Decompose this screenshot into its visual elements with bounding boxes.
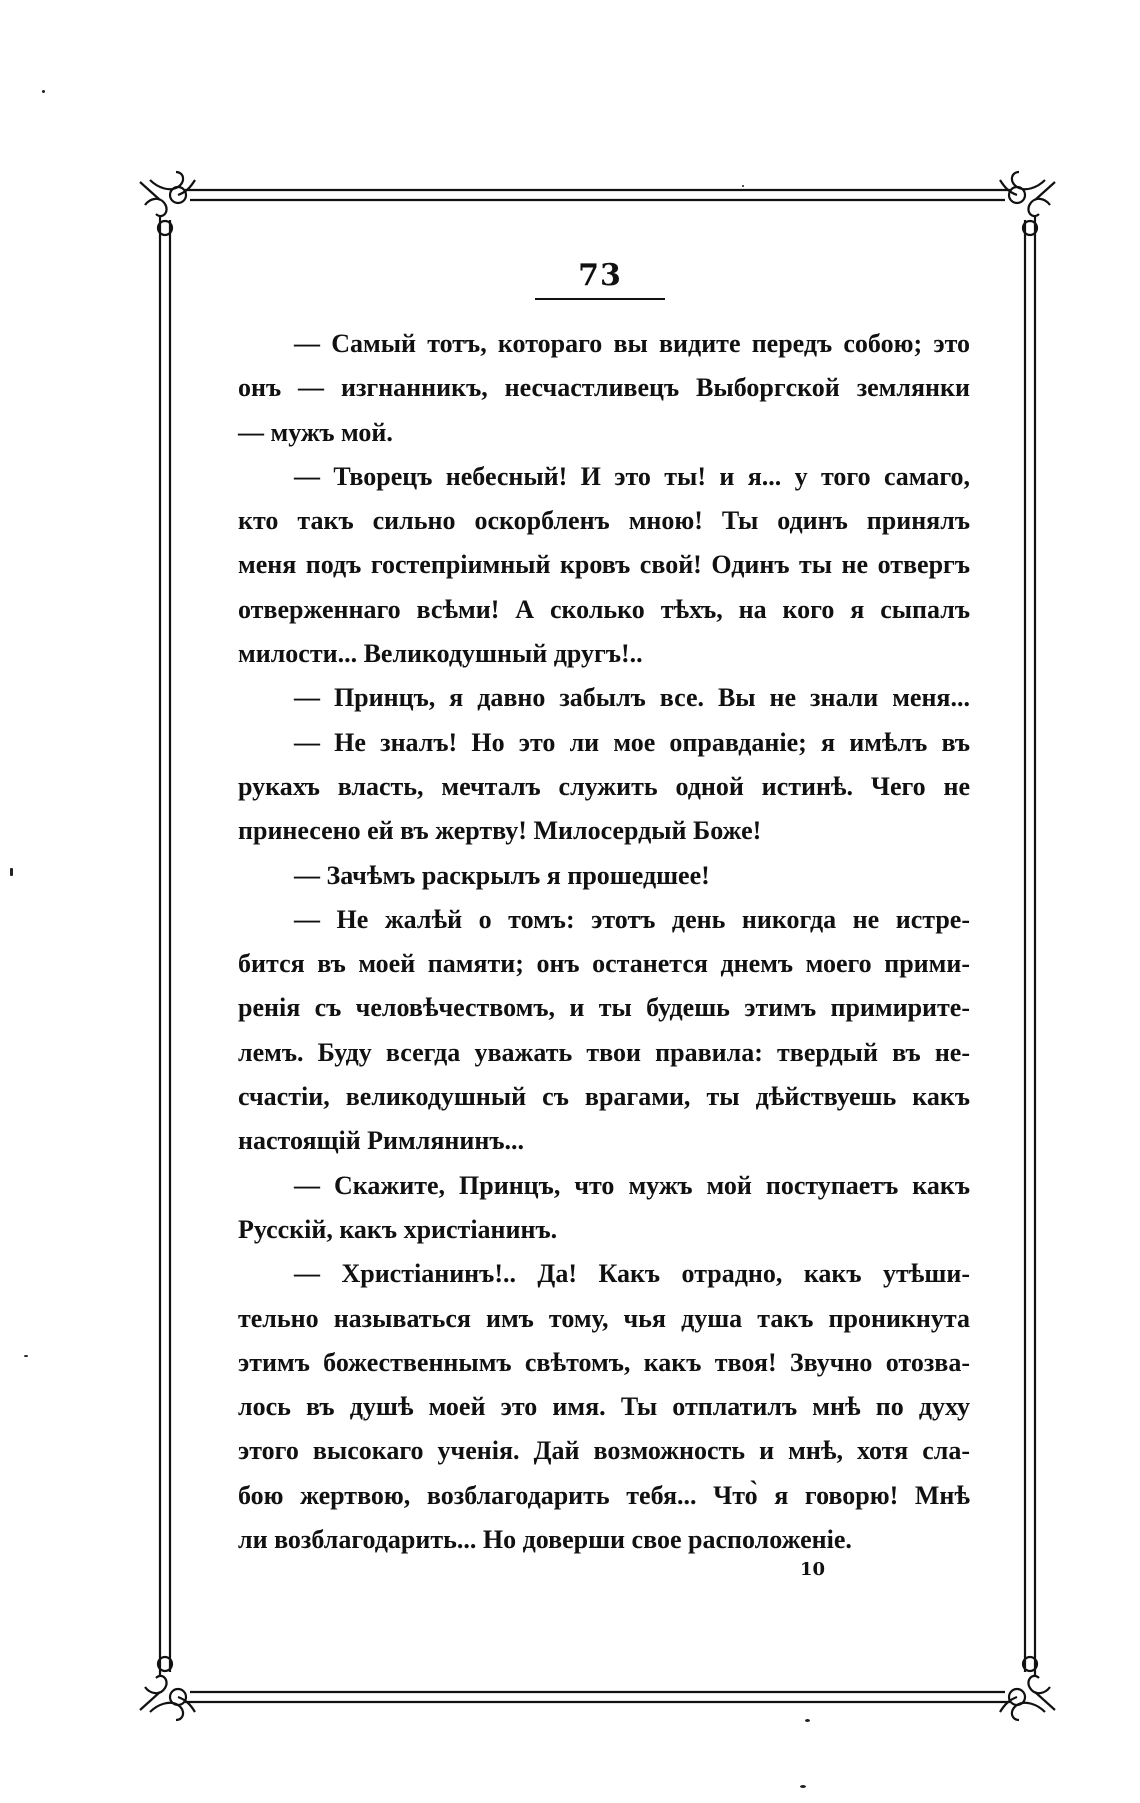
- scan-speck: [42, 90, 45, 93]
- text-line: этого высокаго ученія. Дай возможность и мнѣ, хотя сла-: [238, 1436, 970, 1466]
- text-line: — мужъ мой.: [238, 417, 393, 447]
- text-line: — Скажите, Принцъ, что мужъ мой поступаетъ какъ: [294, 1170, 970, 1200]
- text-line: лось въ душѣ моей это имя. Ты отплатилъ мнѣ по духу: [238, 1392, 970, 1422]
- text-line: — Не зналъ! Но это ли мое оправданіе; я имѣлъ въ: [294, 727, 970, 757]
- body-text: [238, 322, 970, 1562]
- text-line: онъ — изгнанникъ, несчастливецъ Выборгской землянки: [238, 373, 970, 403]
- page-number-rule: [535, 298, 665, 300]
- text-line: Русскій, какъ христіанинъ.: [238, 1214, 558, 1244]
- text-line: — Не жалѣй о томъ: этотъ день никогда не истре-: [294, 904, 970, 934]
- text-line: рукахъ власть, мечталъ служить одной истинѣ. Чего не: [238, 771, 970, 801]
- scan-speck: [800, 1785, 806, 1788]
- scan-speck: [24, 1355, 28, 1357]
- text-line: — Самый тотъ, котораго вы видите передъ собою; это: [294, 329, 970, 358]
- text-line: отверженнаго всѣми! А сколько тѣхъ, на кого я сыпалъ: [238, 594, 970, 624]
- text-line: кто такъ сильно оскорбленъ мною! Ты одинъ принялъ: [238, 506, 970, 536]
- text-line: — Христіанинъ!.. Да! Какъ отрадно, какъ утѣши-: [294, 1259, 970, 1289]
- corner-ornament-bottom-right: [1000, 1657, 1055, 1720]
- scan-speck: [742, 185, 744, 187]
- signature-mark: 10: [800, 1559, 826, 1580]
- text-line: этимъ божественнымъ свѣтомъ, какъ твоя! Звучно отозва-: [238, 1347, 970, 1377]
- text-line: — Творецъ небесный! И это ты! и я... у того самаго,: [294, 461, 970, 491]
- text-line: бою жертвою, возблагодарить тебя... Что̀ я говорю! Мнѣ: [238, 1480, 970, 1510]
- page-number: 73: [578, 258, 622, 293]
- corner-ornament-top-right: [1000, 172, 1055, 235]
- text-line: бится въ моей памяти; онъ останется днемъ моего прими-: [238, 949, 970, 979]
- scan-speck: [805, 1719, 810, 1722]
- text-line: лемъ. Буду всегда уважать твои правила: твердый въ не-: [238, 1037, 970, 1067]
- text-line: — Зачѣмъ раскрылъ я прошедшее!: [294, 860, 710, 890]
- text-line: меня подъ гостепріимный кровъ свой! Одинъ ты не отвергъ: [238, 550, 970, 580]
- scan-speck: [10, 868, 13, 876]
- text-line: — Принцъ, я давно забылъ все. Вы не знали меня...: [294, 683, 970, 713]
- text-line: ренія съ человѣчествомъ, и ты будешь этимъ примирите-: [238, 993, 970, 1023]
- corner-ornament-top-left: [140, 172, 195, 235]
- text-line: тельно называться имъ тому, чья душа такъ проникнута: [238, 1303, 970, 1333]
- text-line: милости... Великодушный другъ!..: [238, 639, 643, 669]
- text-line: принесено ей въ жертву! Милосердый Боже!: [238, 816, 762, 846]
- text-line: настоящій Римлянинъ...: [238, 1126, 524, 1156]
- text-line: счастіи, великодушный съ врагами, ты дѣйствуешь какъ: [238, 1082, 970, 1112]
- text-line: ли возблагодарить... Но доверши свое расположеніе.: [238, 1525, 852, 1555]
- corner-ornament-bottom-left: [140, 1657, 195, 1720]
